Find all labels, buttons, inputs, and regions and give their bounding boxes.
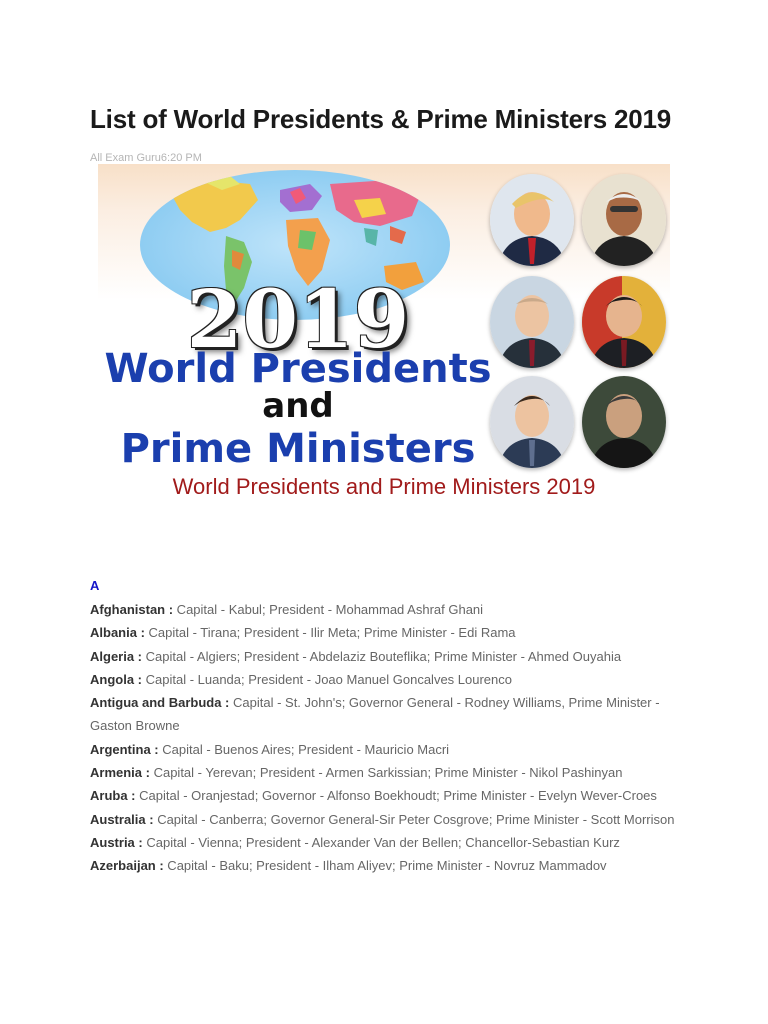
leader-portrait-5 xyxy=(490,376,574,468)
country-name: Argentina : xyxy=(90,741,159,757)
banner-line-3: Prime Ministers xyxy=(120,426,476,472)
country-details: Capital - Algiers; President - Abdelaziz Bouteflika; Prime Minister - Ahmed Ouyahia xyxy=(142,648,622,664)
list-item xyxy=(90,808,682,831)
list-item xyxy=(90,761,682,784)
banner-line-2: and xyxy=(262,386,334,426)
country-details: Capital - Tirana; President - Ilir Meta; Prime Minister - Edi Rama xyxy=(144,625,516,641)
country-name: Australia : xyxy=(90,811,154,827)
leader-portrait-4 xyxy=(582,276,666,368)
country-name: Angola : xyxy=(90,671,142,687)
country-details: Capital - Yerevan; President - Armen Sarkissian; Prime Minister - Nikol Pashinyan xyxy=(149,765,623,781)
leader-portrait-3 xyxy=(490,276,574,368)
list-item xyxy=(90,784,682,807)
country-details: Capital - Vienna; President - Alexander Van der Bellen; Chancellor-Sebastian Kurz xyxy=(142,834,620,850)
country-name: Azerbaijan : xyxy=(90,858,164,874)
country-name: Aruba : xyxy=(90,788,136,804)
banner-line-1: World Presidents xyxy=(104,346,492,392)
list-item xyxy=(90,645,682,668)
page-title: List of World Presidents & Prime Ministers 2019 xyxy=(90,104,672,134)
country-details: Capital - Canberra; Governor General-Sir Peter Cosgrove; Prime Minister - Scott Morrison xyxy=(153,811,675,827)
country-details: Capital - Baku; President - Ilham Aliyev; Prime Minister - Novruz Mammadov xyxy=(163,858,607,874)
list-item xyxy=(90,831,682,854)
leader-portrait-6 xyxy=(582,376,666,468)
country-details: Capital - Buenos Aires; President - Mauricio Macri xyxy=(158,741,450,757)
leader-portrait-1 xyxy=(490,174,574,266)
country-name: Albania : xyxy=(90,625,145,641)
banner-subtitle: World Presidents and Prime Ministers 2019 xyxy=(172,474,596,499)
country-name: Austria : xyxy=(90,834,143,850)
country-name: Armenia : xyxy=(90,765,150,781)
country-name: Algeria : xyxy=(90,648,143,664)
list-item xyxy=(90,621,682,644)
list-item xyxy=(90,738,682,761)
country-list xyxy=(90,598,682,878)
list-item xyxy=(90,854,682,877)
post-byline[interactable]: All Exam Guru6:20 PM xyxy=(90,152,202,164)
list-item xyxy=(90,598,682,621)
country-name: Afghanistan : xyxy=(90,602,174,617)
country-name: Antigua and Barbuda : xyxy=(90,695,230,711)
country-details: Capital - St. John's; Governor General - Rodney Williams, Prime Minister - Gaston Browne xyxy=(90,695,660,734)
country-details: Capital - Oranjestad; Governor - Alfonso Boekhoudt; Prime Minister - Evelyn Wever-Croes xyxy=(135,788,657,804)
list-item xyxy=(90,668,682,691)
leader-portrait-2 xyxy=(582,174,666,266)
banner-year: 2019 xyxy=(186,272,410,366)
country-details: Capital - Kabul; President - Mohammad Ashraf Ghani xyxy=(173,602,484,617)
country-details: Capital - Luanda; President - Joao Manuel Goncalves Lourenco xyxy=(142,671,512,687)
banner-image xyxy=(98,164,670,504)
list-item xyxy=(90,691,682,738)
section-heading-a: A xyxy=(90,578,100,593)
